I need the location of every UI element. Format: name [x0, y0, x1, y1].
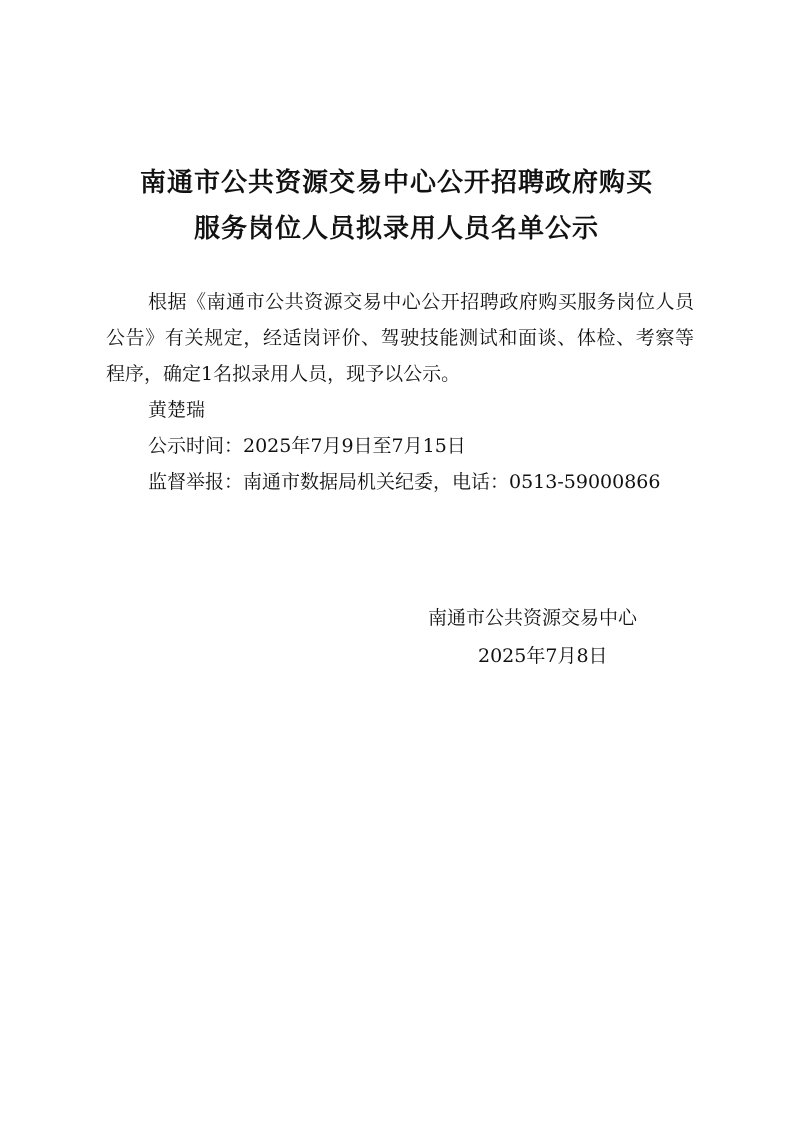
signature-organization: 南通市公共资源交易中心: [428, 607, 638, 629]
title-line-2: 服务岗位人员拟录用人员名单公示: [193, 214, 599, 244]
title-line-1: 南通市公共资源交易中心公开招聘政府购买: [139, 168, 653, 198]
publicity-period: 公示时间：2025年7月9日至7月15日: [148, 435, 466, 457]
page-title: [0, 160, 793, 252]
intro-paragraph: 根据《南通市公共资源交易中心公开招聘政府购买服务岗位人员公告》有关规定，经适岗评价、驾驶技能测试和面谈、体检、考察等程序，确定1名拟录用人员，现予以公示。: [106, 291, 694, 385]
supervision-contact: 监督举报：南通市数据局机关纪委，电话：0513-59000866: [148, 471, 661, 493]
signature-date: 2025年7月8日: [478, 645, 608, 667]
document-body: [106, 284, 694, 500]
candidate-name: 黄楚瑞: [148, 399, 206, 421]
